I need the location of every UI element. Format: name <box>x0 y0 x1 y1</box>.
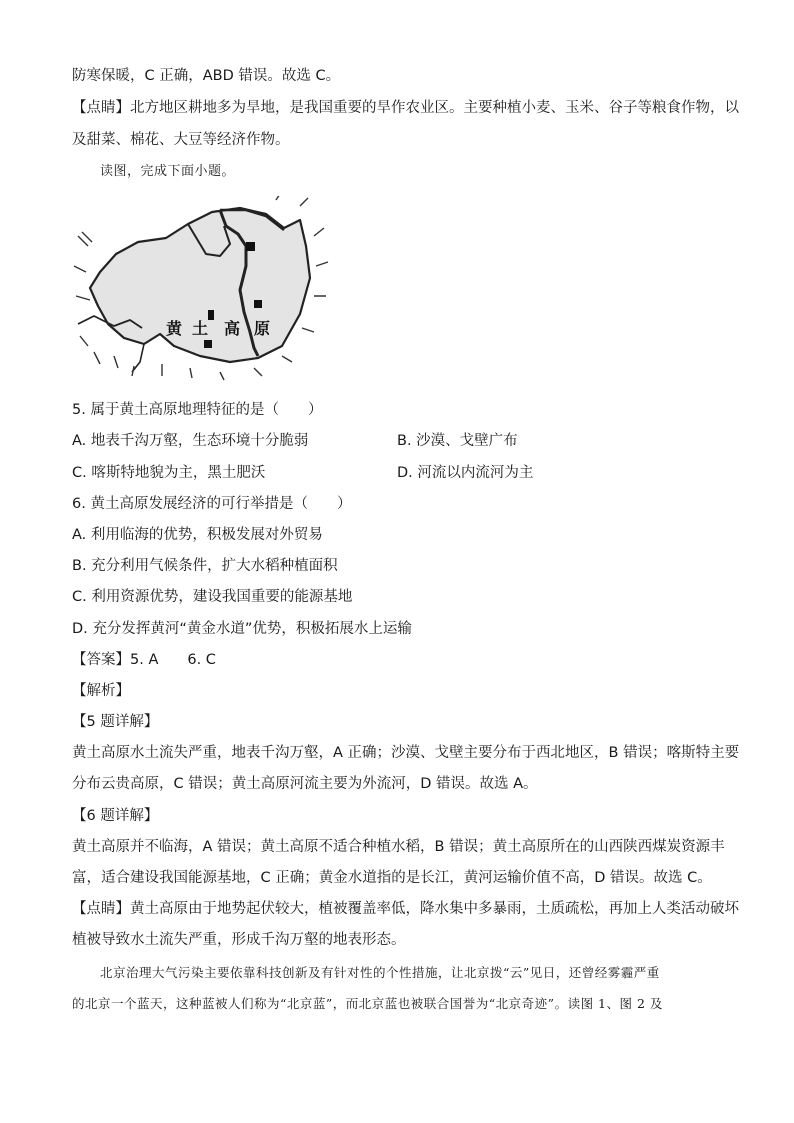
detail-6-line: 富，适合建设我国能源基地，C 正确；黄金水道指的是长江，黄河运输价值不高，D 错误。故选 C。 <box>72 870 712 886</box>
detail-5-line: 黄土高原水土流失严重，地表千沟万壑，A 正确；沙漠、戈壁主要分布于西北地区，B 错误；喀斯特主要 <box>72 745 740 761</box>
map-label-char: 土 <box>192 319 209 338</box>
tip-line: 【点睛】黄土高原由于地势起伏较大，植被覆盖率低，降水集中多暴雨，土质疏松，再加上人类活动破坏 <box>72 901 739 917</box>
answer-line: 【答案】5. A 6. C <box>72 652 216 668</box>
detail-6-line: 黄土高原并不临海，A 错误；黄土高原不适合种植水稻，B 错误；黄土高原所在的山西陕西煤炭资源丰 <box>72 839 725 855</box>
city-marker-2 <box>254 300 262 308</box>
detail-5-line: 分布云贵高原，C 错误；黄土高原河流主要为外流河，D 错误。故选 A。 <box>72 776 538 792</box>
text-line: 防寒保暖，C 正确，ABD 错误。故选 C。 <box>72 68 341 84</box>
loess-plateau-map <box>70 196 330 382</box>
q6-option-a: A. 利用临海的优势，积极发展对外贸易 <box>72 527 323 543</box>
q5-option-a: A. 地表千沟万壑，生态环境十分脆弱 <box>72 433 309 449</box>
map-label-char: 黄 <box>166 319 183 338</box>
detail-5-title: 【5 题详解】 <box>72 714 159 730</box>
analysis-label: 【解析】 <box>72 683 130 699</box>
q6-option-c: C. 利用资源优势，建设我国重要的能源基地 <box>72 589 353 605</box>
q6-option-d: D. 充分发挥黄河“黄金水道”优势，积极拓展水上运输 <box>72 621 412 637</box>
tip-line: 【点睛】北方地区耕地多为旱地，是我国重要的旱作农业区。主要种植小麦、玉米、谷子等粮食作物，以 <box>72 100 739 116</box>
q5-option-c: C. 喀斯特地貌为主，黑土肥沃 <box>72 465 266 481</box>
instruction-line: 读图，完成下面小题。 <box>100 164 236 179</box>
city-marker-4 <box>208 310 214 320</box>
tip-line: 植被导致水土流失严重，形成千沟万壑的地表形态。 <box>72 932 406 948</box>
detail-6-title: 【6 题详解】 <box>72 808 159 824</box>
map-label-char: 原 <box>254 319 271 338</box>
passage-line: 北京治理大气污染主要依靠科技创新及有针对性的个性措施，让北京拨“云”见日，还曾经雾霾严重 <box>100 965 660 980</box>
question-6-stem: 6. 黄土高原发展经济的可行举措是（ ） <box>72 496 352 512</box>
q5-option-d: D. 河流以内流河为主 <box>397 465 534 481</box>
passage-line: 的北京一个蓝天，这种蓝被人们称为“北京蓝”，而北京蓝也被联合国誉为“北京奇迹”。读图 1、图 2 及 <box>72 996 663 1011</box>
tip-line: 及甜菜、棉花、大豆等经济作物。 <box>72 132 290 148</box>
map-label-char: 高 <box>224 319 241 338</box>
q5-option-b: B. 沙漠、戈壁广布 <box>397 433 518 449</box>
city-marker-1 <box>246 242 255 251</box>
question-5-stem: 5. 属于黄土高原地理特征的是（ ） <box>72 402 323 418</box>
q6-option-b: B. 充分利用气候条件，扩大水稻种植面积 <box>72 558 338 574</box>
city-marker-3 <box>204 340 212 348</box>
